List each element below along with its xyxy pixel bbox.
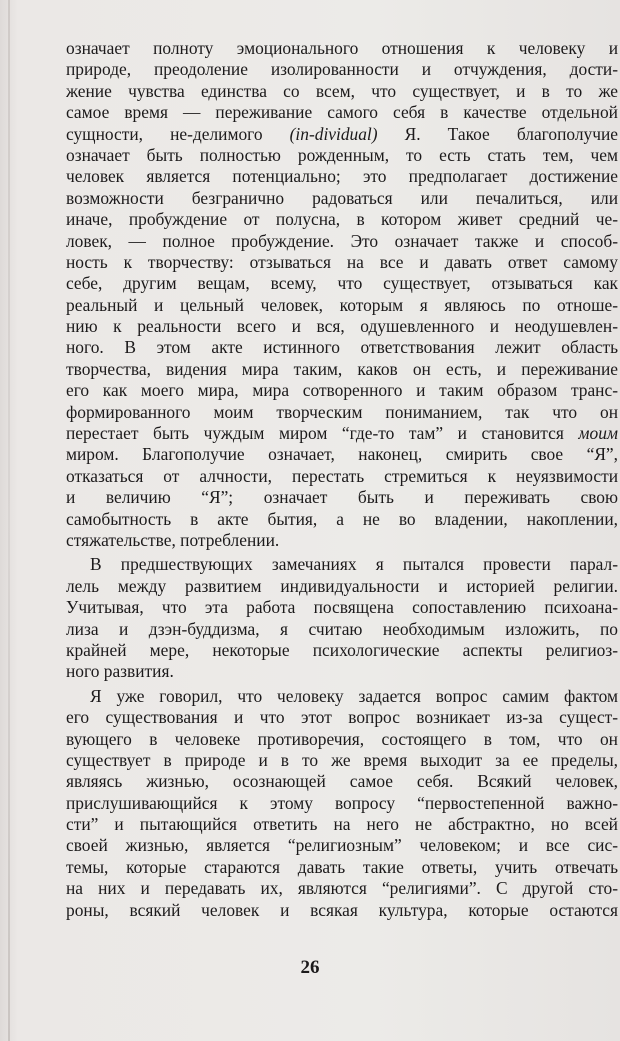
text-line: его существования и что этот вопрос возникает из-за сущест- — [66, 707, 618, 728]
text-line: ного развития. — [66, 661, 174, 682]
text-line: стяжательстве, потреблении. — [66, 529, 280, 550]
text-line: творчества, видения мира таким, каков он есть, и переживание — [66, 358, 618, 379]
text-line: лель между развитием индивидуальности и историей религии. — [66, 575, 618, 596]
text-line: возможности безгранично радоваться или печалиться, или — [66, 187, 618, 208]
text-line: ность к творчеству: отзываться на все и давать ответ самому — [66, 251, 618, 272]
text-line: своей жизнью, является “религиозным” человеком; и все сис- — [66, 835, 618, 856]
text-line: миром. Благополучие означает, наконец, смирить свое “Я”, — [66, 444, 618, 465]
text-line: означает быть полностью рожденным, то есть стать тем, чем — [66, 144, 618, 165]
text-line: отказаться от алчности, перестать стремиться к неуязвимости — [66, 465, 618, 486]
text-line: Я уже говорил, что человеку задается вопрос самим фактом — [90, 685, 618, 706]
text-line: себе, другим вещам, всему, что существует, отзываться как — [66, 273, 618, 294]
body-text — [66, 38, 618, 921]
text-line: ного. В этом акте истинного ответствования лежит область — [66, 337, 618, 358]
page-number: 26 — [300, 957, 320, 978]
text-line: человек является потенциально; это предполагает достижение — [66, 166, 618, 187]
text-line: его как моего мира, мира сотворенного и таким образом транс- — [66, 380, 618, 401]
text-line: сти” и пытающийся ответить на него не абстрактно, но всей — [66, 814, 618, 835]
text-line: лиза и дзэн-буддизма, я считаю необходимым изложить, по — [66, 618, 618, 639]
page-edge-shadow — [8, 0, 10, 1041]
text-line: жение чувства единства со всем, что существует, и в то же — [66, 80, 618, 101]
text-line: крайней мере, некоторые психологические аспекты религиоз- — [66, 639, 618, 660]
text-line: самое время — переживание самого себя в качестве отдельной — [66, 102, 618, 123]
text-line: формированного моим творческим пониманием, так что он — [66, 401, 618, 422]
text-line: на них и передавать их, являются “религиями”. С другой сто- — [66, 878, 618, 899]
text-line: Учитывая, что эта работа посвящена сопоставлению психоана- — [66, 597, 618, 618]
text-line: перестает быть чуждым миром “где-то там” и становится моим — [66, 423, 618, 444]
text-line: и величию “Я”; означает быть и переживать свою — [66, 487, 618, 508]
text-line: означает полноту эмоционального отношения к человеку и — [66, 38, 618, 58]
text-line: природе, преодоление изолированности и отчуждения, дости- — [66, 59, 618, 80]
text-line: ловек, — полное пробуждение. Это означает также и способ- — [66, 230, 618, 251]
text-line: роны, всякий человек и всякая культура, которые остаются — [66, 899, 618, 920]
text-line: существует в природе и в то же время выходит за ее пределы, — [66, 749, 618, 770]
text-line: нию к реальности всего и вся, одушевленного и неодушевлен- — [66, 316, 618, 337]
text-line: сущности, не-делимого (in-dividual) Я. Такое благополучие — [66, 123, 618, 144]
emphasis: моим — [578, 423, 618, 444]
text-line: вующего в человеке противоречия, состоящего в том, что он — [66, 728, 618, 749]
text-line: самобытность в акте бытия, а не во владении, накоплении, — [66, 508, 618, 529]
text-line: иначе, пробуждение от полусна, в котором живет средний че- — [66, 209, 618, 230]
text-line: В предшествующих замечаниях я пытался провести парал- — [90, 554, 618, 575]
text-line: темы, которые стараются давать такие ответы, учить отвечать — [66, 856, 618, 877]
text-line: прислушивающийся к этому вопросу “первостепенной важно- — [66, 792, 618, 813]
text-line: реальный и цельный человек, которым я являюсь по отноше- — [66, 294, 618, 315]
emphasis: (in-dividual) — [289, 123, 378, 144]
text-line: являясь жизнью, осознающей самое себя. Всякий человек, — [66, 771, 618, 792]
